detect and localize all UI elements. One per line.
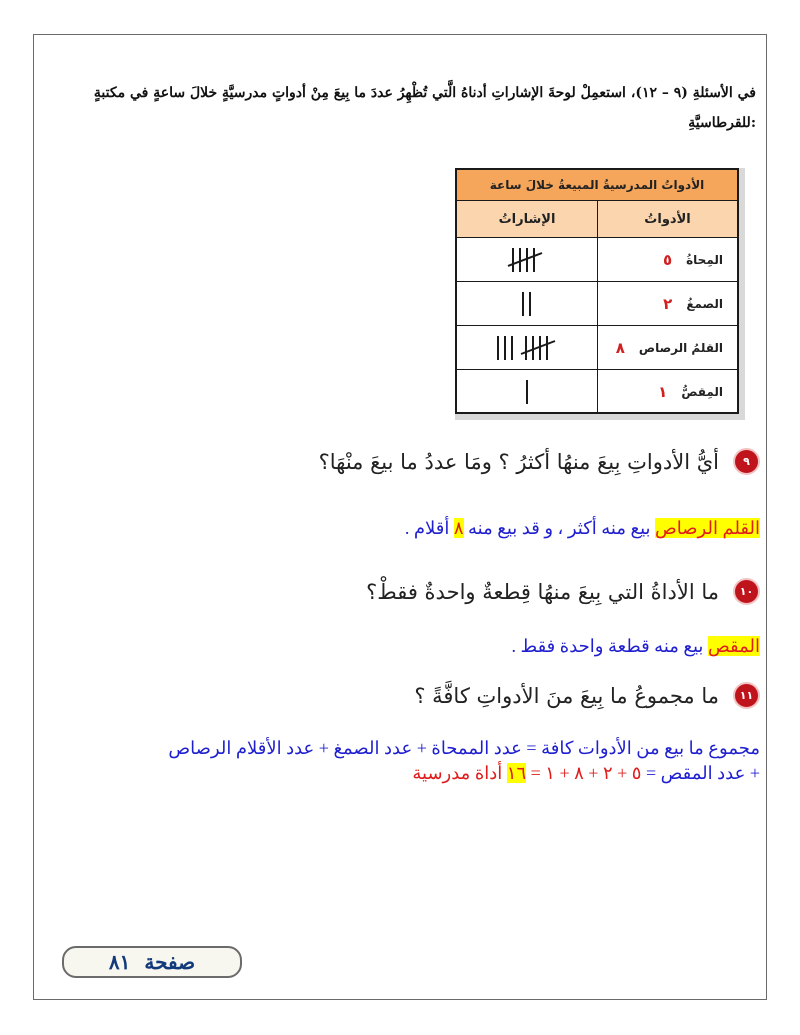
tally-marks (457, 370, 597, 413)
question-11 (414, 682, 760, 709)
answer-line-1: مجموع ما بيع من الأدوات كافة = عدد الممحاة + عدد الصمغ + عدد الأقلام الرصاص (168, 738, 760, 758)
tally-marks (457, 238, 597, 281)
table-row (457, 238, 737, 282)
answer-11 (48, 736, 760, 786)
question-number-badge: ١١ (733, 682, 760, 709)
row-count: ١ (658, 382, 668, 401)
answer-text: بيع منه أكثر ، و قد بيع منه (468, 518, 651, 538)
answer-9 (405, 518, 760, 539)
answer-unit: أداة مدرسية (412, 763, 503, 783)
answer-highlight: المقص (707, 636, 760, 656)
row-item-name: المِقصُّ (681, 384, 723, 399)
answer-sum: ٥ + ٢ + ٨ + ١ = (530, 763, 642, 783)
row-count: ٥ (662, 250, 673, 269)
tally-table-shadow (455, 168, 745, 420)
page-number-label (62, 946, 242, 978)
table-row (457, 282, 737, 326)
answer-highlight: القلم الرصاص (655, 518, 760, 538)
answer-total: ١٦ (506, 763, 527, 783)
page-word: صفحة (144, 950, 196, 974)
answer-number: ٨ (453, 518, 464, 538)
row-item-name: القلمُ الرصاص (638, 340, 723, 355)
table-row (457, 326, 737, 370)
tally-eight-icon (494, 333, 560, 363)
question-number-badge: ٩ (733, 448, 760, 475)
row-count: ٢ (663, 294, 673, 313)
question-text: ما الأداةُ التي بِيعَ منهُا قِطعةٌ واحدةٌ فقطْ؟ (366, 579, 719, 604)
tally-five-icon (507, 245, 547, 275)
table-header-row (457, 201, 737, 238)
question-text: ما مجموعُ ما بِيعَ منَ الأدواتِ كافَّةً ؟ (414, 683, 719, 708)
answer-text-end: أقلام . (404, 518, 450, 538)
tally-marks (457, 282, 597, 325)
answer-text: + عدد المقص = (645, 763, 760, 783)
row-item-name: المِحاةُ (686, 252, 723, 267)
tally-two-icon (517, 289, 537, 319)
instructions-text: في الأسئلةِ (٩ – ١٢)، استعمِلْ لوحةَ الإشاراتِ أدناهُ الَّتي تُظْهِرُ عددَ ما بِيعَ مِنْ أدواتٍ مدرسيَّةٍ خلالَ ساعةٍ في مكتبةٍ للقرطاسيَّةِ: (93, 85, 756, 131)
answer-10 (511, 636, 760, 657)
question-9 (319, 448, 760, 475)
table-row (457, 370, 737, 413)
table-title: الأدواتُ المدرسيةُ المبيعةُ خلالَ ساعة (457, 170, 737, 201)
question-number-badge: ١٠ (733, 578, 760, 605)
answer-line-2 (48, 761, 760, 786)
tally-marks (457, 326, 597, 369)
row-count: ٨ (615, 338, 625, 357)
page-number: ٨١ (108, 950, 131, 974)
tally-one-icon (521, 377, 533, 407)
question-10 (366, 578, 760, 605)
answer-text: بيع منه قطعة واحدة فقط . (511, 636, 704, 656)
tally-table (455, 168, 739, 414)
header-items: الأدواتُ (597, 201, 737, 237)
header-tally: الإشاراتُ (498, 211, 556, 227)
question-text: أيُّ الأدواتِ بِيعَ منهُا أكثرُ ؟ ومَا عددُ ما بيعَ منْهَا؟ (318, 449, 719, 474)
row-item-name: الصمغُ (686, 296, 723, 311)
